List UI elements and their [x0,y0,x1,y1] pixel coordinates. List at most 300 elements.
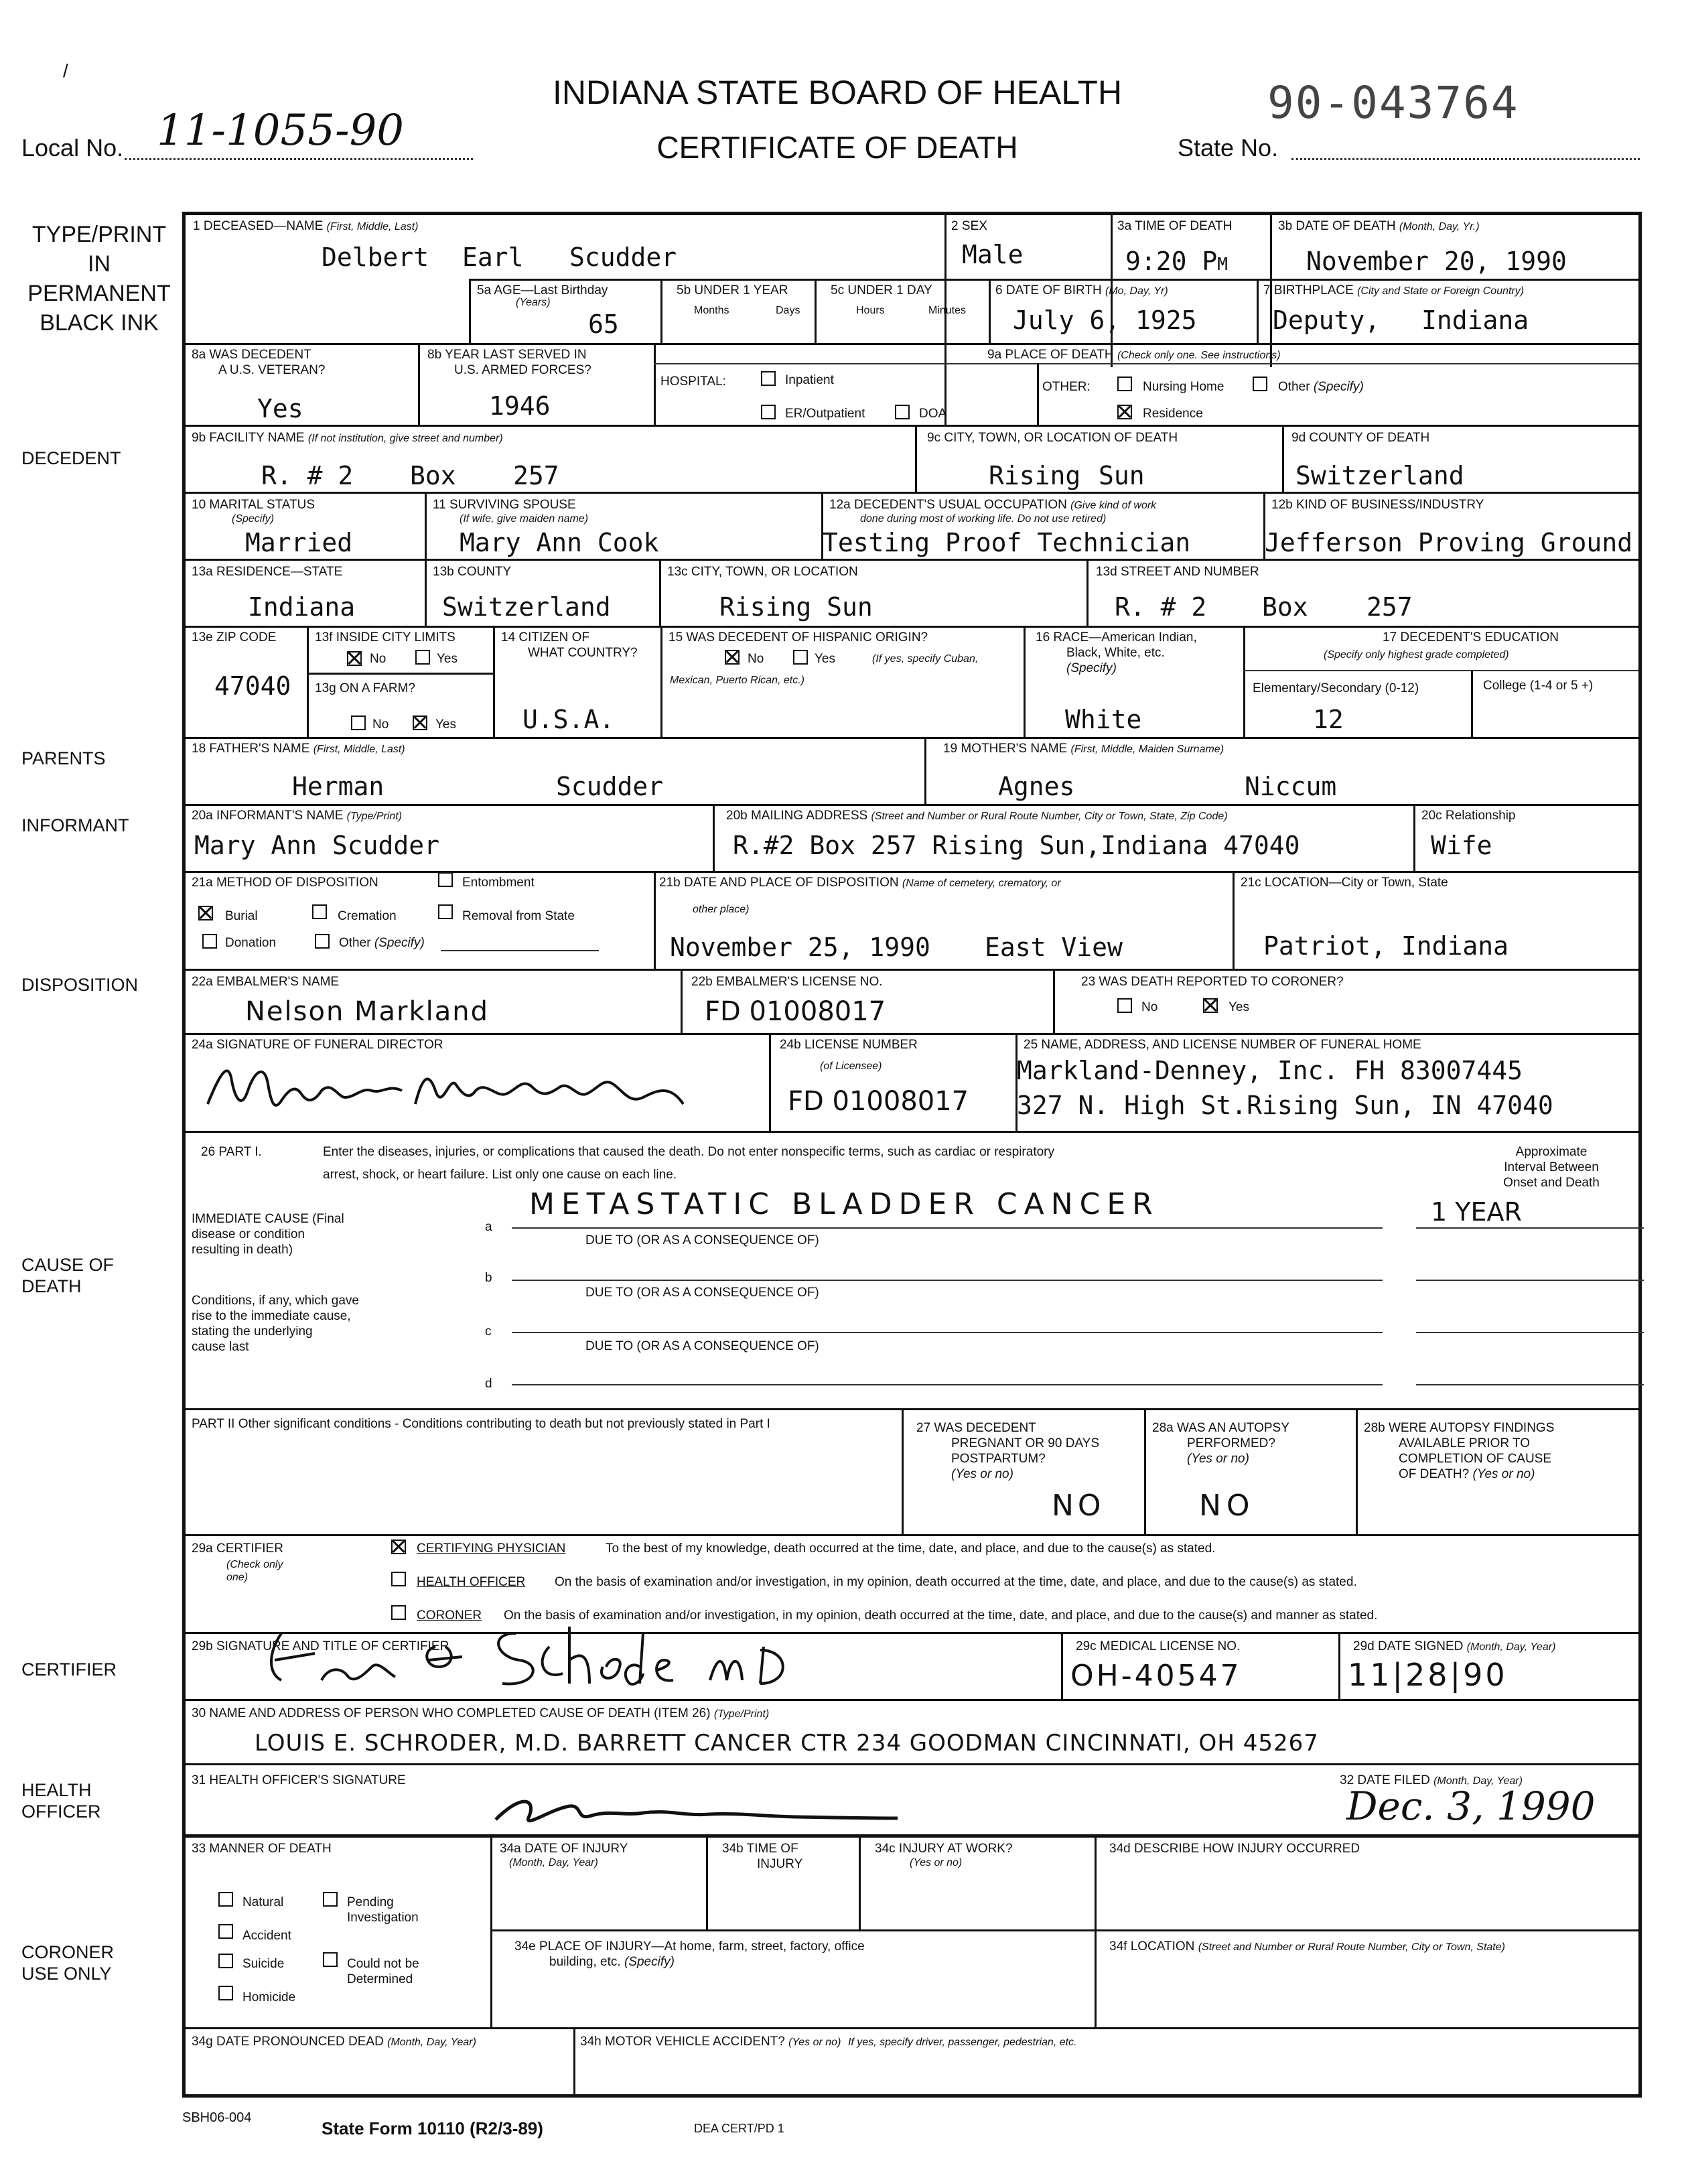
frame-right [1638,212,1642,1836]
label-under-1-year: 5b UNDER 1 YEAR [677,283,788,297]
section-label-informant: INFORMANT [21,815,129,835]
label-informant-name: 20a INFORMANT'S NAME (Type/Print) [192,809,403,823]
label-days: Days [776,305,800,316]
grid-line [182,425,1640,427]
grid-line [713,804,715,871]
grid-line [1233,871,1235,969]
label-birthplace: 7 BIRTHPLACE (City and State or Foreign Country) [1263,283,1525,297]
health-officer-checkbox[interactable] [391,1572,406,1586]
cause-a-value: METASTATIC BLADDER CANCER [529,1187,1160,1221]
grid-line [944,212,946,425]
grid-line [654,871,656,969]
grid-line [490,1836,492,2027]
date-of-death-value: November 20, 1990 [1306,247,1567,276]
label-race: 16 RACE—American Indian, Black, White, etc. (Specify) [1036,630,1197,675]
coroner-yes-checkbox[interactable] [1203,998,1218,1013]
disposition-location-value: Patriot, Indiana [1263,931,1509,961]
grid-line [924,737,926,804]
mother-first-name: Agnes [998,772,1075,801]
label-place-of-injury: 34e PLACE OF INJURY—At home, farm, street, factory, office building, etc. (Specify) [514,1939,865,1969]
frame-bottom [182,1834,1642,1838]
label-mother-name: 19 MOTHER'S NAME (First, Middle, Maiden Surname) [943,742,1224,756]
label-pending: Pending Investigation [347,1895,419,1925]
coroner-no-checkbox[interactable] [1117,998,1132,1013]
label-residence: Residence [1143,407,1203,421]
label-hispanic: 15 WAS DECEDENT OF HISPANIC ORIGIN? [669,630,928,644]
label-industry: 12b KIND OF BUSINESS/INDUSTRY [1271,498,1484,512]
grid-line [1338,1632,1340,1699]
hispanic-yes-checkbox[interactable] [793,650,808,665]
label-license-number: 24b LICENSE NUMBER [780,1038,918,1052]
label-coroner-reported: 23 WAS DEATH REPORTED TO CORONER? [1081,975,1344,989]
grid-line [859,1836,861,1929]
instructions-label: TYPE/PRINT IN PERMANENT BLACK INK [27,222,171,336]
certifying-physician-statement: To the best of my knowledge, death occurred at the time, date, and place, and due to the cause(s) as stated. [606,1542,1216,1556]
agency-title: INDIANA STATE BOARD OF HEALTH [552,74,1123,111]
relationship-value: Wife [1431,831,1492,860]
grid-line [182,737,1640,739]
disposition-date-value: November 25, 1990 [670,933,930,962]
local-no-value: 11-1055-90 [157,106,404,155]
label-under-1-day: 5c UNDER 1 DAY [831,283,932,297]
grid-line [182,1534,1640,1536]
section-label-cause-of-death: CAUSE OF DEATH [21,1255,115,1296]
education-elementary-value: 12 [1313,705,1344,734]
grid-line [989,279,991,343]
grid-line [660,279,662,343]
certifier-signature [255,1620,844,1694]
label-age: 5a AGE—Last Birthday [477,283,608,297]
label-health-officer-signature: 31 HEALTH OFFICER'S SIGNATURE [192,1773,406,1787]
grid-line [573,2027,575,2094]
label-education-hint: (Specify only highest grade completed) [1324,649,1509,661]
label-date-pronounced: 34g DATE PRONOUNCED DEAD (Month, Day, Year) [192,2035,476,2049]
coroner-checkbox[interactable] [391,1605,406,1620]
time-of-death-value: 9:20 PM [1125,247,1228,276]
label-cremation: Cremation [338,909,397,923]
grid-line [493,626,495,737]
label-year-served: 8b YEAR LAST SERVED IN U.S. ARMED FORCES? [427,348,591,377]
zip-value: 47040 [214,671,291,701]
funeral-home-line-2: 327 N. High St.Rising Sun, IN 47040 [1017,1091,1553,1120]
disposition-place-value: East View [985,933,1123,962]
grid-line [1061,1632,1063,1699]
deceased-first-name: Delbert [322,243,429,272]
label-time-of-injury: 34b TIME OF INJURY [722,1842,803,1871]
label-date-of-death: 3b DATE OF DEATH (Month, Day, Yr.) [1278,219,1480,233]
grid-line [469,279,1638,281]
funeral-director-signature [201,1064,710,1124]
sex-value: Male [962,240,1024,269]
race-value: White [1065,705,1142,734]
form-code: SBH06-004 [182,2110,252,2125]
local-no-label: Local No. [21,134,124,161]
nursing-home-checkbox[interactable] [1117,377,1132,391]
label-inside-city: 13f INSIDE CITY LIMITS [315,630,455,644]
state-no-line [1291,158,1640,160]
grid-line [654,363,1638,364]
doa-checkbox[interactable] [895,405,910,419]
label-embalmer-name: 22a EMBALMER'S NAME [192,975,340,989]
label-part-2: PART II Other significant conditions - Conditions contributing to death but not previously stated in Part I [192,1417,770,1431]
section-label-certifier: CERTIFIER [21,1659,117,1680]
label-certifier-hint: (Check only one) [226,1559,283,1583]
grid-line [659,559,661,626]
interval-a-value: 1 YEAR [1431,1197,1522,1227]
state-no-label: State No. [1178,134,1279,161]
grid-line [706,1836,708,1929]
grid-line [1037,363,1039,425]
occupation-value: Testing Proof Technician [823,528,1191,557]
line-b-marker: b [485,1271,492,1285]
grid-line [182,1131,1640,1133]
grid-line [1257,279,1259,343]
section-label-disposition: DISPOSITION [21,975,139,995]
label-county-of-death: 9d COUNTY OF DEATH [1291,431,1430,445]
date-signed-value: 11|28|90 [1348,1657,1508,1693]
cause-line-b [512,1280,1383,1281]
could-not-determine-checkbox[interactable] [323,1952,338,1967]
medical-license-value: OH-40547 [1070,1659,1242,1693]
birthplace-city: Deputy, [1273,305,1381,335]
grid-line [1243,626,1245,737]
informant-name-value: Mary Ann Scudder [194,831,440,860]
label-funeral-home: 25 NAME, ADDRESS, AND LICENSE NUMBER OF FUNERAL HOME [1024,1038,1421,1052]
entombment-checkbox[interactable] [438,872,453,887]
label-residence-city: 13c CITY, TOWN, OR LOCATION [667,565,858,579]
pregnant-value: NO [1052,1489,1105,1523]
label-elementary: Elementary/Secondary (0-12) [1253,681,1419,695]
residence-checkbox[interactable] [1117,405,1132,419]
due-to-label-1: DUE TO (OR AS A CONSEQUENCE OF) [585,1233,819,1247]
donation-checkbox[interactable] [202,934,217,949]
city-of-death-1: Rising [989,461,1081,490]
label-homicide: Homicide [242,1990,296,2004]
marital-status-value: Married [245,528,353,557]
grid-line [307,673,493,675]
label-disposition-place-hint: other place) [693,904,750,915]
health-officer-statement: On the basis of examination and/or investigation, in my opinion, death occurred at the time, date, and place, and due to the cause(s) as stated. [555,1575,1357,1589]
grid-line [182,626,1640,628]
label-relationship: 20c Relationship [1421,809,1516,823]
grid-line [182,871,1640,873]
label-conditions: Conditions, if any, which gave rise to the immediate cause, stating the underlying cause last [192,1294,359,1354]
label-residence-county: 13b COUNTY [433,565,512,579]
interval-line-c [1416,1332,1644,1333]
grid-line [1471,670,1473,737]
label-hispanic-yes: Yes [815,652,835,666]
residence-street-2: Box [1262,592,1308,622]
completer-value: LOUIS E. SCHRODER, M.D. BARRETT CANCER CTR 234 GOODMAN CINCINNATI, OH 45267 [255,1730,1319,1757]
grid-line [902,1408,904,1534]
label-minutes: Minutes [928,305,967,316]
autopsy-value: NO [1199,1489,1255,1523]
deceased-last-name: Scudder [569,243,677,272]
spouse-value: Mary Ann Cook [460,528,659,557]
grid-line [307,626,309,737]
label-autopsy-findings: 28b WERE AUTOPSY FINDINGS AVAILABLE PRIOR TO COMPLETION OF CAUSE OF DEATH? (Yes or no) [1364,1421,1555,1481]
label-education: 17 DECEDENT'S EDUCATION [1383,630,1559,644]
other-place-checkbox[interactable] [1253,377,1267,391]
label-college: College (1-4 or 5 +) [1483,679,1594,693]
label-other-place: OTHER: [1042,380,1091,394]
embalmer-name-value: Nelson Markland [245,996,490,1027]
label-hispanic-hint-2: Mexican, Puerto Rican, etc.) [670,675,804,686]
certifying-physician-checkbox[interactable] [391,1540,406,1554]
city-of-death-2: Sun [1099,461,1145,490]
corner-mark: / [63,60,68,81]
grid-line [182,559,1640,561]
natural-checkbox[interactable] [218,1892,233,1907]
pending-checkbox[interactable] [323,1892,338,1907]
residence-county-value: Switzerland [442,592,611,622]
grid-line [1413,804,1415,871]
state-no-value: 90-043764 [1267,77,1519,129]
grid-line [1095,1836,1097,2027]
grid-line [182,2027,1640,2029]
grid-line [182,343,1640,345]
coroner-frame-right [1638,1834,1642,2096]
label-months: Months [694,305,729,316]
grid-line [681,969,683,1033]
grid-line [490,1929,1638,1931]
label-city-limits-no: No [370,652,387,666]
residence-city-value: Rising Sun [719,592,873,622]
other-disposition-line [441,950,599,951]
grid-line [182,1699,1640,1701]
label-hispanic-no: No [748,652,764,666]
label-method-disposition: 21a METHOD OF DISPOSITION [192,876,378,890]
label-part-1: 26 PART I. [201,1145,262,1159]
label-farm-yes: Yes [435,718,456,732]
grid-line [769,1033,771,1131]
grid-line [1053,969,1055,1033]
hispanic-no-checkbox[interactable] [725,650,740,665]
label-citizen: 14 CITIZEN OF WHAT COUNTRY? [501,630,638,660]
coroner-frame-bottom [182,2094,1642,2098]
certificate-title: CERTIFICATE OF DEATH [656,130,1018,165]
label-coroner: CORONER [417,1609,482,1623]
label-doa: DOA [919,407,947,421]
label-on-farm: 13g ON A FARM? [315,681,415,695]
label-burial: Burial [225,909,258,923]
label-injury-location: 34f LOCATION (Street and Number or Rural Route Number, City or Town, State) [1109,1939,1505,1954]
due-to-label-3: DUE TO (OR AS A CONSEQUENCE OF) [585,1339,819,1353]
label-injury-at-work: 34c INJURY AT WORK? (Yes or no) [875,1842,1013,1868]
label-surviving-spouse: 11 SURVIVING SPOUSE (If wife, give maiden name) [433,498,589,525]
label-nursing-home: Nursing Home [1143,380,1224,394]
father-last-name: Scudder [556,772,664,801]
label-coroner-no: No [1141,1000,1158,1014]
funeral-home-line-1: Markland-Denney, Inc. FH 83007445 [1017,1056,1523,1085]
label-medical-license: 29c MEDICAL LICENSE NO. [1076,1639,1241,1653]
local-no-line [125,158,473,160]
date-filed-value: Dec. 3, 1990 [1346,1783,1596,1829]
cause-line-c [512,1332,1383,1333]
label-date-of-injury: 34a DATE OF INJURY (Month, Day, Year) [500,1842,628,1868]
label-er-outpatient: ER/Outpatient [785,407,865,421]
label-license-hint: (of Licensee) [820,1061,882,1072]
state-form-number: State Form 10110 (R2/3-89) [322,2118,543,2138]
label-residence-street: 13d STREET AND NUMBER [1096,565,1259,579]
label-removal: Removal from State [462,909,575,923]
grid-line [1144,1408,1146,1534]
farm-yes-checkbox[interactable] [413,715,427,730]
burial-checkbox[interactable] [198,906,213,920]
cremation-checkbox[interactable] [312,904,327,919]
grid-line [182,1408,1640,1410]
city-limits-no-checkbox[interactable] [347,651,362,666]
label-injury-description: 34d DESCRIBE HOW INJURY OCCURRED [1109,1842,1360,1856]
residence-state-value: Indiana [248,592,356,622]
label-donation: Donation [225,936,277,950]
line-a-marker: a [485,1220,492,1234]
label-occupation: 12a DECEDENT'S USUAL OCCUPATION (Give kind of work done during most of working life. Do not use retired) [829,498,1157,525]
mother-maiden-name: Niccum [1245,772,1337,801]
er-outpatient-checkbox[interactable] [761,405,776,419]
line-c-marker: c [485,1324,492,1339]
grid-line [815,279,817,343]
grid-line [182,1763,1640,1765]
other-disposition-checkbox[interactable] [315,934,330,949]
cause-line-a [512,1227,1383,1229]
interval-line-d [1416,1384,1644,1385]
label-health-officer: HEALTH OFFICER [417,1575,526,1589]
label-facility-name: 9b FACILITY NAME (If not institution, give street and number) [192,431,503,445]
svg-text:Nelson Markland: Nelson Markland [201,1064,206,1065]
facility-part-2: Box [410,461,456,490]
grid-line [1243,670,1638,671]
section-label-health-officer: HEALTH OFFICER [21,1780,101,1822]
city-limits-yes-checkbox[interactable] [415,650,430,665]
label-certifier-signature: 29b SIGNATURE AND TITLE OF CERTIFIER [192,1639,449,1653]
label-date-of-birth: 6 DATE OF BIRTH (Mo, Day, Yr) [995,283,1168,297]
label-suicide: Suicide [242,1957,285,1971]
mailing-address-value: R.#2 Box 257 Rising Sun,Indiana 47040 [733,831,1300,860]
suicide-checkbox[interactable] [218,1954,233,1968]
label-embalmer-license: 22b EMBALMER'S LICENSE NO. [691,975,883,989]
label-natural: Natural [242,1895,284,1909]
grid-line [418,343,420,426]
label-interval: Approximate Interval Between Onset and Death [1503,1145,1600,1190]
grid-line [425,492,427,559]
grid-line [654,343,656,426]
label-manner-of-death: 33 MANNER OF DEATH [192,1842,332,1856]
citizen-value: U.S.A. [522,705,615,734]
label-entombment: Entombment [462,876,535,890]
label-inpatient: Inpatient [785,373,834,387]
grid-line [1024,626,1026,737]
facility-part-1: R. # 2 [261,461,354,490]
label-marital-status: 10 MARITAL STATUS (Specify) [192,498,315,525]
label-hispanic-hint: (If yes, specify Cuban, [872,653,979,665]
grid-line [1282,425,1284,492]
label-mailing-address: 20b MAILING ADDRESS (Street and Number or Rural Route Number, City or Town, State, Zip Code) [726,809,1228,823]
label-hospital: HOSPITAL: [660,374,726,389]
grid-line [1086,559,1089,626]
label-could-not-determine: Could not be Determined [347,1957,419,1986]
health-officer-signature [482,1779,911,1833]
label-place-of-death: 9a PLACE OF DEATH (Check only one. See instructions) [987,348,1281,362]
frame-left [182,212,186,1836]
label-deceased-name: 1 DECEASED—NAME (First, Middle, Last) [193,219,419,233]
homicide-checkbox[interactable] [218,1986,233,2000]
grid-line [660,626,662,737]
frame-top [182,212,1640,215]
label-motor-vehicle: 34h MOTOR VEHICLE ACCIDENT? (Yes or no) If yes, specify driver, passenger, pedestrian, etc. [580,2035,1077,2049]
label-date-filed: 32 DATE FILED (Month, Day, Year) [1340,1773,1523,1787]
label-age-hint: (Years) [516,297,551,308]
label-accident: Accident [242,1929,291,1943]
farm-no-checkbox[interactable] [351,715,366,730]
label-father-name: 18 FATHER'S NAME (First, Middle, Last) [192,742,405,756]
part-1-instructions-2: arrest, shock, or heart failure. List only one cause on each line. [323,1168,677,1182]
age-value: 65 [588,310,619,339]
grid-line [469,279,471,343]
label-disposition-place: 21b DATE AND PLACE OF DISPOSITION (Name of cemetery, crematory, or [659,876,1061,890]
label-immediate-cause: IMMEDIATE CAUSE (Final disease or condition resulting in death) [192,1212,344,1257]
label-time-of-death: 3a TIME OF DEATH [1117,219,1233,233]
dea-code: DEA CERT/PD 1 [694,2122,784,2135]
accident-checkbox[interactable] [218,1924,233,1939]
svg-text:Louis E. Schroder, MD: Louis E. Schroder, MD [255,1620,262,1621]
label-zip: 13e ZIP CODE [192,630,277,644]
inpatient-checkbox[interactable] [761,371,776,386]
line-d-marker: d [485,1377,492,1391]
cause-line-d [512,1384,1383,1385]
grid-line [425,559,427,626]
label-funeral-director-signature: 24a SIGNATURE OF FUNERAL DIRECTOR [192,1038,443,1052]
label-completer: 30 NAME AND ADDRESS OF PERSON WHO COMPLETED CAUSE OF DEATH (ITEM 26) (Type/Print) [192,1706,770,1720]
grid-line [1356,1408,1358,1534]
funeral-license-value: FD 01008017 [788,1086,969,1117]
label-disposition-location: 21c LOCATION—City or Town, State [1241,876,1448,890]
label-other-specify: Other (Specify) [1278,380,1364,394]
interval-line-b [1416,1280,1644,1281]
grid-line [182,804,1640,806]
facility-part-3: 257 [513,461,559,490]
label-city-of-death: 9c CITY, TOWN, OR LOCATION OF DEATH [927,431,1178,445]
coroner-statement: On the basis of examination and/or investigation, in my opinion, death occurred at the time, date, and place, and due to the cause(s) and manner as stated. [504,1609,1378,1623]
section-label-coroner: CORONER USE ONLY [21,1942,115,1984]
grid-line [915,425,917,492]
label-farm-no: No [372,718,389,732]
label-certifying-physician: CERTIFYING PHYSICIAN [417,1542,566,1556]
label-date-signed: 29d DATE SIGNED (Month, Day, Year) [1353,1639,1556,1653]
grid-line [182,1033,1640,1035]
part-1-instructions-1: Enter the diseases, injuries, or complications that caused the death. Do not enter nonspecific terms, such as cardiac or respiratory [323,1145,1054,1159]
removal-checkbox[interactable] [438,904,453,919]
residence-street-3: 257 [1366,592,1413,622]
label-coroner-yes: Yes [1229,1000,1249,1014]
deceased-middle-name: Earl [462,243,524,272]
label-residence-state: 13a RESIDENCE—STATE [192,565,343,579]
section-label-parents: PARENTS [21,748,106,768]
grid-line [182,969,1640,971]
label-other-disposition: Other (Specify) [339,936,425,950]
coroner-frame-left [182,1834,186,2096]
industry-value: Jefferson Proving Ground [1265,528,1633,557]
embalmer-license-value: FD 01008017 [705,996,886,1027]
father-first-name: Herman [292,772,384,801]
birthplace-state: Indiana [1421,305,1529,335]
residence-street-1: R. # 2 [1115,592,1207,622]
dob-value: July 6, 1925 [1013,305,1197,335]
section-label-decedent: DECEDENT [21,448,121,468]
year-served-value: 1946 [489,391,551,421]
label-veteran: 8a WAS DECEDENT A U.S. VETERAN? [192,348,326,377]
due-to-label-2: DUE TO (OR AS A CONSEQUENCE OF) [585,1286,819,1300]
